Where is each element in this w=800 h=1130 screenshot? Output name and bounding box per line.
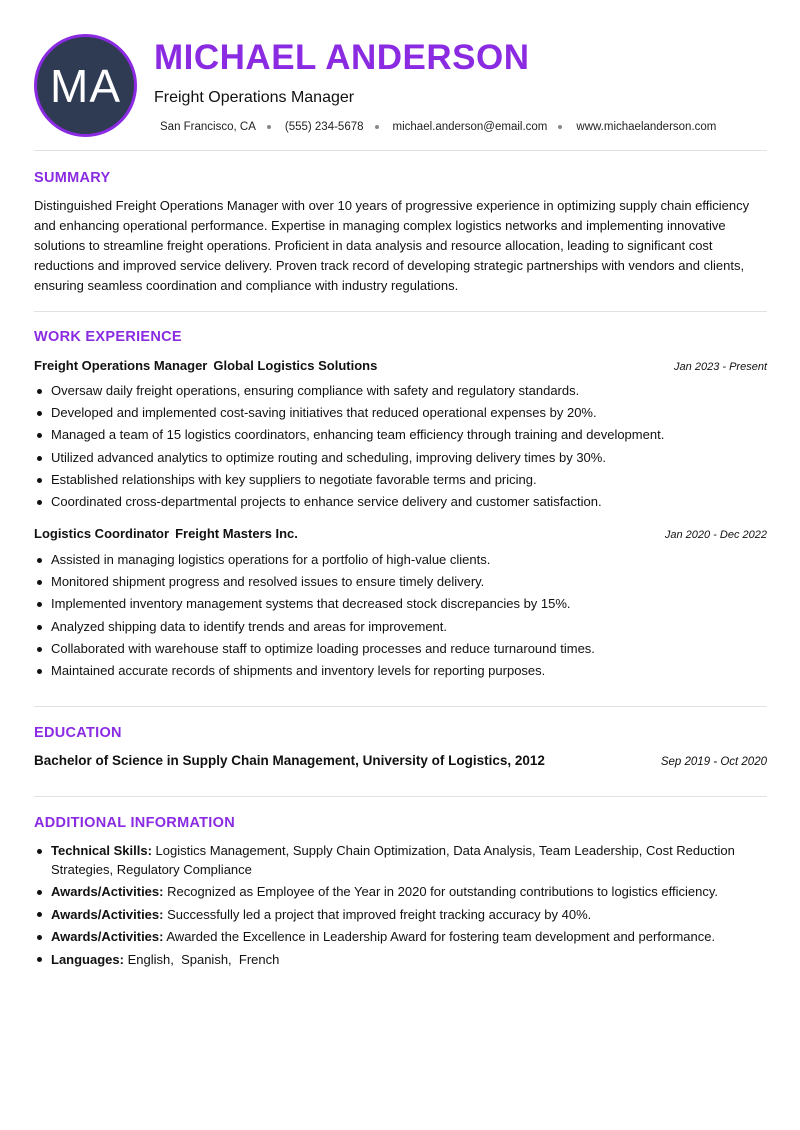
list-item: Coordinated cross-departmental projects to enhance service delivery and customer satisfaction. bbox=[34, 491, 767, 513]
job-header bbox=[34, 526, 767, 541]
job-role: Logistics Coordinator bbox=[34, 526, 170, 541]
list-item bbox=[34, 841, 767, 879]
contact-location: San Francisco, CA bbox=[160, 121, 256, 133]
info-label: Technical Skills: bbox=[51, 843, 152, 858]
list-item: Collaborated with warehouse staff to optimize loading processes and reduce turnaround times. bbox=[34, 638, 767, 660]
list-item bbox=[34, 905, 767, 924]
info-label: Awards/Activities: bbox=[51, 929, 164, 945]
job-bullets bbox=[34, 549, 767, 682]
avatar bbox=[34, 34, 137, 137]
contact-bar bbox=[160, 121, 716, 133]
job-dates: Jan 2023 - Present bbox=[674, 361, 767, 373]
list-item: Monitored shipment progress and resolved issues to ensure timely delivery. bbox=[34, 571, 767, 593]
contact-phone: (555) 234-5678 bbox=[284, 121, 364, 133]
info-label: Awards/Activities: bbox=[51, 906, 164, 922]
list-item: Oversaw daily freight operations, ensuring compliance with safety and regulatory standards. bbox=[34, 380, 767, 402]
dot-separator-icon bbox=[375, 125, 379, 129]
candidate-title: Freight Operations Manager bbox=[154, 89, 355, 106]
list-item: Utilized advanced analytics to optimize routing and scheduling, improving delivery times by 30%. bbox=[34, 447, 767, 469]
list-item: Implemented inventory management systems that decreased stock discrepancies by 15%. bbox=[34, 593, 767, 615]
info-text: Successfully led a project that improved freight tracking accuracy by 40%. bbox=[167, 906, 592, 922]
contact-website[interactable]: www.michaelanderson.com bbox=[576, 121, 717, 133]
job-dates: Jan 2020 - Dec 2022 bbox=[664, 529, 767, 541]
section-title-additional: ADDITIONAL INFORMATION bbox=[34, 815, 235, 831]
section-title-experience: WORK EXPERIENCE bbox=[34, 329, 182, 345]
list-item: Developed and implemented cost-saving initiatives that reduced operational expenses by 20%. bbox=[34, 402, 767, 424]
info-label: Awards/Activities: bbox=[51, 884, 164, 900]
info-label: Languages: bbox=[51, 951, 124, 967]
dot-separator-icon bbox=[267, 125, 271, 129]
info-text: Recognized as Employee of the Year in 2020 for outstanding contributions to logistics efficiency. bbox=[167, 884, 719, 900]
contact-email[interactable]: michael.anderson@email.com bbox=[392, 121, 548, 133]
education-dates: Sep 2019 - Oct 2020 bbox=[660, 756, 767, 768]
divider bbox=[34, 150, 767, 151]
list-item: Maintained accurate records of shipments and inventory levels for reporting purposes. bbox=[34, 660, 767, 682]
candidate-name: MICHAEL ANDERSON bbox=[154, 38, 530, 77]
education-degree: Bachelor of Science in Supply Chain Management, University of Logistics, 2012 bbox=[34, 753, 545, 768]
section-title-summary: SUMMARY bbox=[34, 170, 111, 186]
info-text: Logistics Management, Supply Chain Optimization, Data Analysis, Team Leadership, Cost Reduction Strategies, Regulatory Compliance bbox=[51, 843, 735, 877]
job-role: Freight Operations Manager bbox=[34, 358, 208, 373]
dot-separator-icon bbox=[558, 125, 562, 129]
section-title-education: EDUCATION bbox=[34, 725, 122, 741]
divider bbox=[34, 311, 767, 312]
info-text: Awarded the Excellence in Leadership Award for fostering team development and performance. bbox=[166, 929, 716, 945]
list-item bbox=[34, 882, 767, 901]
list-item: Established relationships with key suppliers to negotiate favorable terms and pricing. bbox=[34, 469, 767, 491]
list-item: Managed a team of 15 logistics coordinators, enhancing team efficiency through training and development. bbox=[34, 424, 767, 446]
list-item bbox=[34, 950, 767, 969]
additional-info-list bbox=[34, 841, 767, 972]
divider bbox=[34, 796, 767, 797]
list-item: Analyzed shipping data to identify trends and areas for improvement. bbox=[34, 616, 767, 638]
job-bullets bbox=[34, 380, 767, 513]
list-item: Assisted in managing logistics operations for a portfolio of high-value clients. bbox=[34, 549, 767, 571]
job-company: Freight Masters Inc. bbox=[175, 526, 298, 541]
divider bbox=[34, 706, 767, 707]
avatar-initials: MA bbox=[50, 59, 121, 112]
job-header bbox=[34, 358, 767, 373]
info-text: English, Spanish, French bbox=[127, 951, 280, 967]
list-item bbox=[34, 927, 767, 946]
education-entry bbox=[34, 753, 767, 768]
job-company: Global Logistics Solutions bbox=[213, 358, 378, 373]
summary-text: Distinguished Freight Operations Manager with over 10 years of progressive experience in optimizing supply chain efficiency and enhancing operational performance. Expertise in managing complex logistics networks and implementing innovative solutions to streamline freight operations. Proficient in data analysis and resource allocation, leading to significant cost reductions and improved service delivery. Proven track record of developing strategic partnerships with vendors and clients, ensuring seamless coordination and compliance with industry regulations. bbox=[34, 198, 750, 293]
